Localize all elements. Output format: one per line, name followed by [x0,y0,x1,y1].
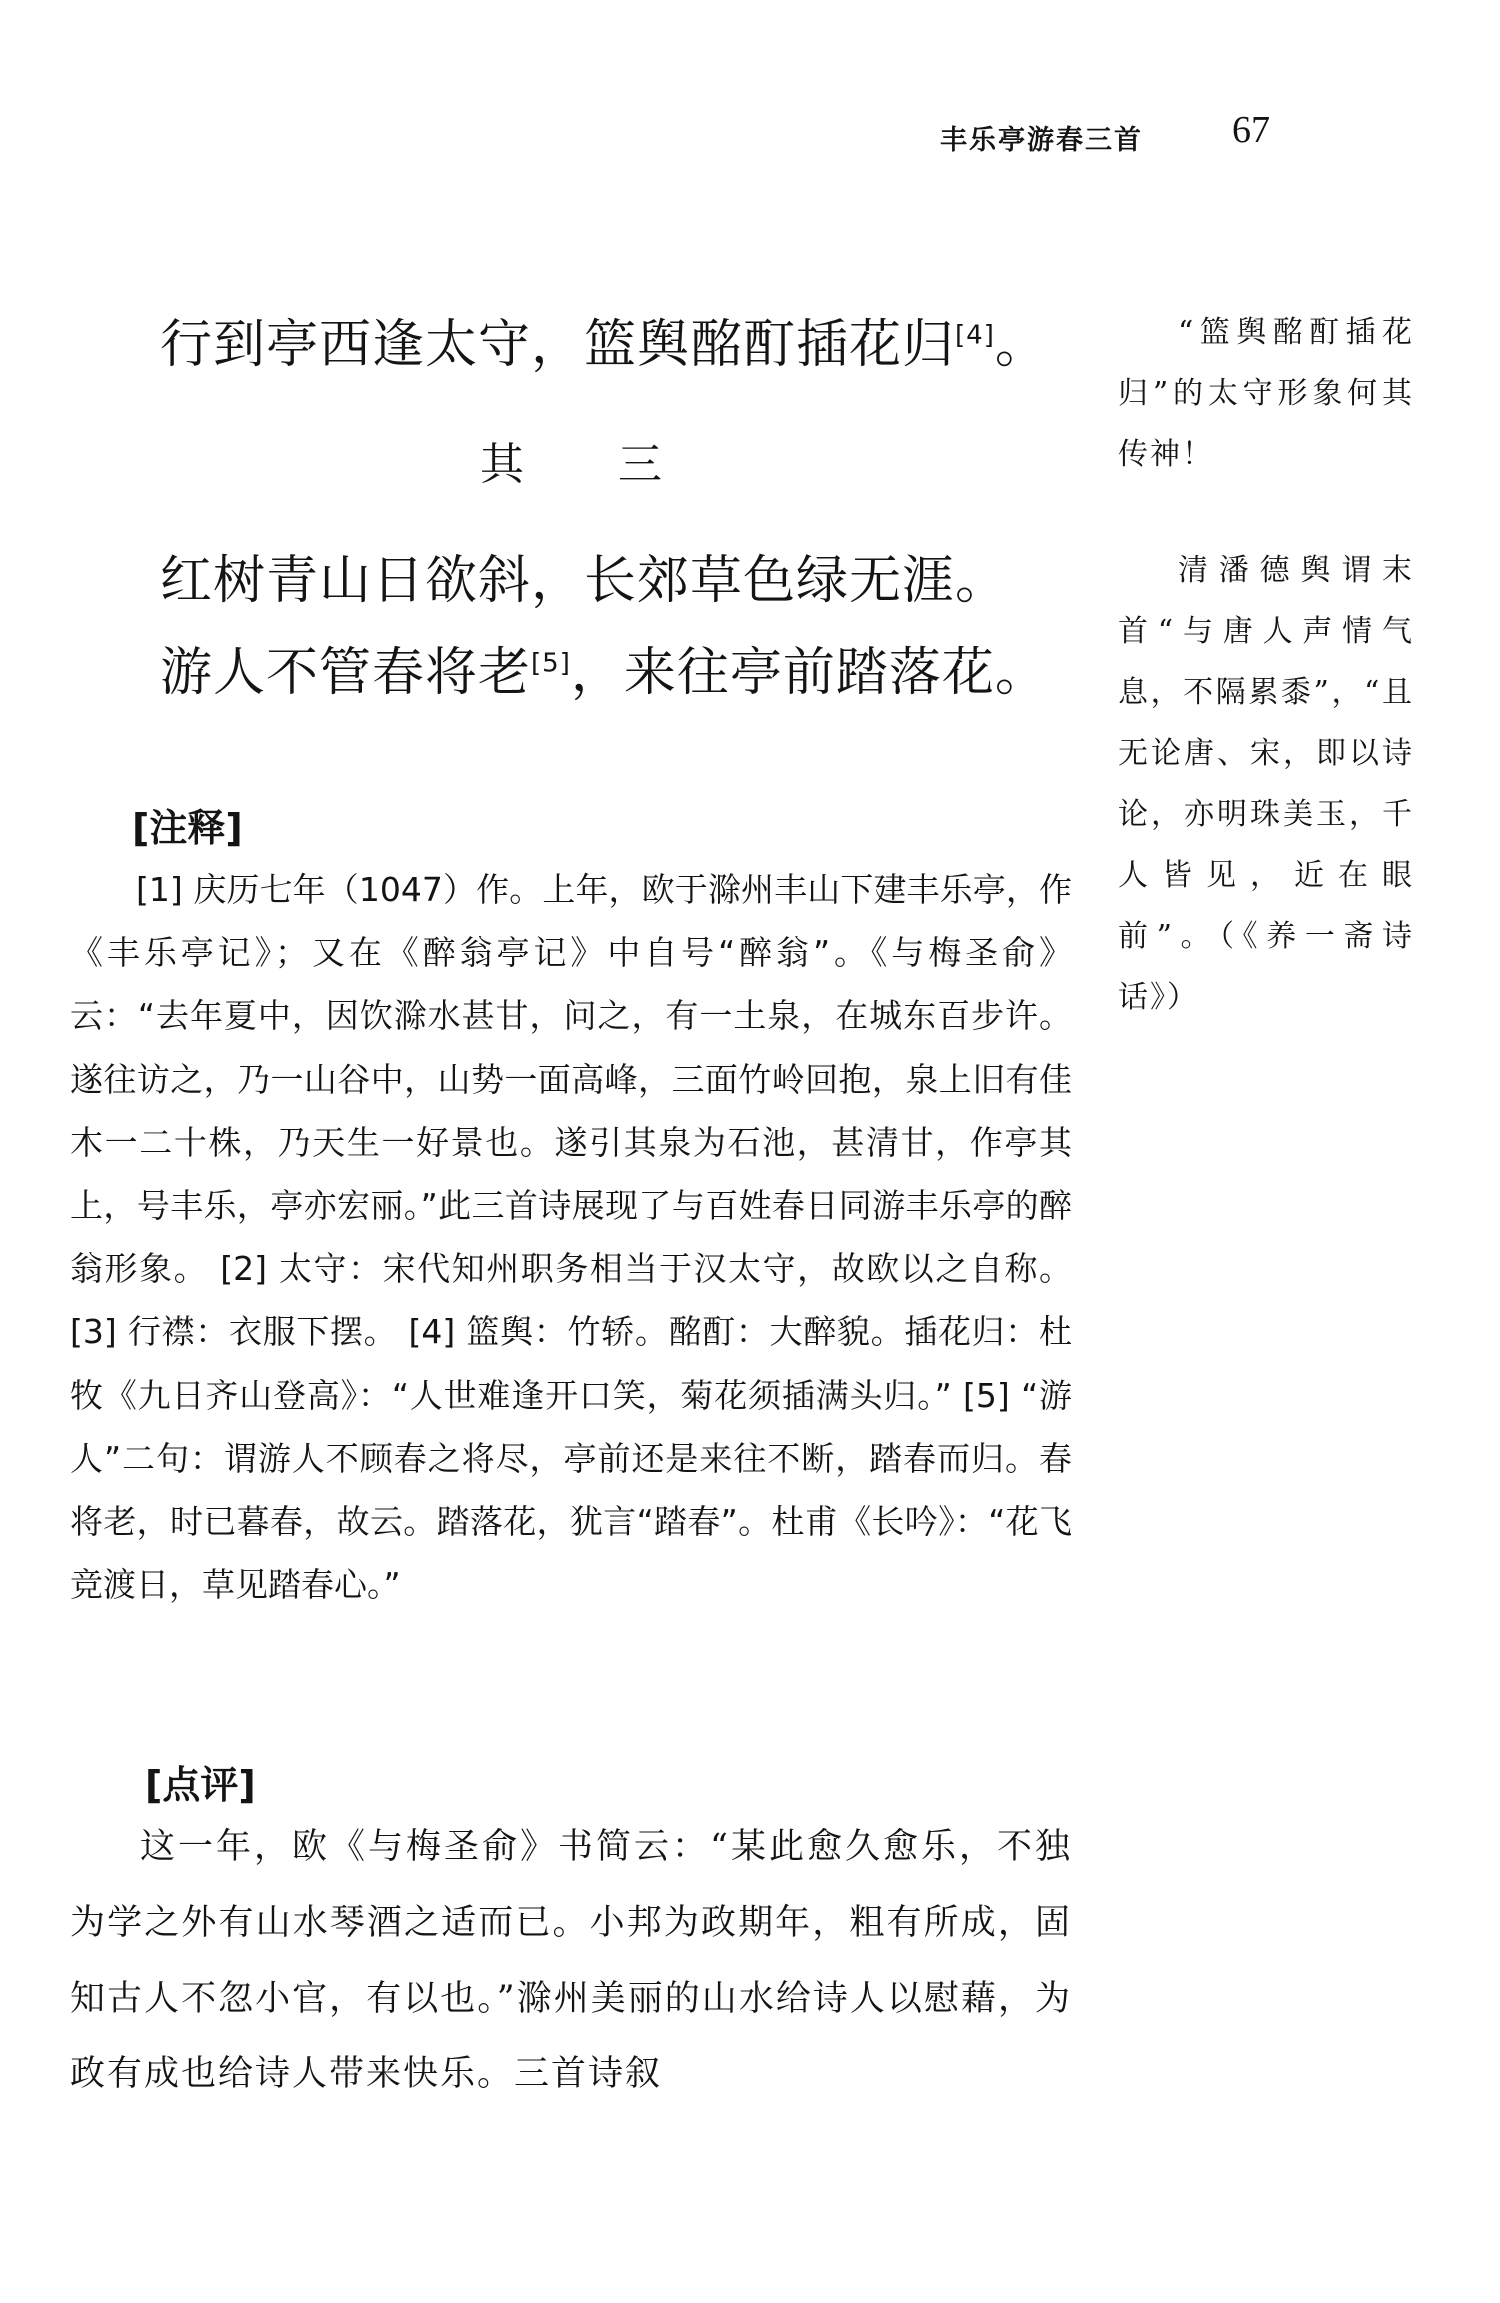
footnote-marker: [5] [531,648,571,679]
poem-line-end: 。 [994,315,1048,375]
commentary-heading: [点评] [145,1763,256,1807]
poem-line-text: 游人不管春将老 [160,643,532,703]
notes-body: [1] 庆历七年（1047）作。上年，欧于滁州丰山下建丰乐亭，作《丰乐亭记》；又在《醉翁亭记》中自号“醉翁”。《与梅圣俞》云：“去年夏中，因饮滁水甚甘，问之，有一土泉，在城东百步许。遂往访之，乃一山谷中，山势一面高峰，三面竹岭回抱，泉上旧有佳木一二十株，乃天生一好景也。遂引其泉为石池，甚清甘，作亭其上，号丰乐，亭亦宏丽。”此三首诗展现了与百姓春日同游丰乐亭的醉翁形象。 [2] 太守：宋代知州职务相当于汉太守，故欧以之自称。 [3] 行襟：衣服下摆。 [4] 篮舆：竹轿。酩酊：大醉貌。插花归：杜牧《九日齐山登高》：“人世难逢开口笑，菊花须插满头归。” [5] “游人”二句：谓游人不顾春之将尽，亭前还是来往不断，踏春而归。春将老，时已暮春，故云。踏落花，犹言“踏春”。杜甫《长吟》：“花飞竞渡日，草见踏春心。” [70,870,1072,1605]
page-number: 67 [1232,109,1270,151]
poem-line-end: ，来往亭前踏落花。 [570,643,1048,703]
poem-line: 红树青山日欲斜，长郊草色绿无涯。 [160,551,1009,611]
running-header-title: 丰乐亭游春三首 [940,125,1143,156]
poem-line [160,630,1048,705]
poem-line [160,302,1048,377]
margin-note: 清潘德舆谓末首“与唐人声情气息，不隔累黍”，“且无论唐、宋，即以诗论，亦明珠美玉，千人皆见，近在眼前”。（《养一斋诗话》） [1118,553,1414,1015]
notes-heading: [注释] [132,806,243,850]
poem-line-text: 行到亭西逢太守，篮舆酩酊插花归 [160,315,956,375]
footnote-marker: [4] [955,320,995,351]
commentary-body: 这一年，欧《与梅圣俞》书简云：“某此愈久愈乐，不独为学之外有山水琴酒之适而已。小邦为政期年，粗有所成，固知古人不忽小官，有以也。”滁州美丽的山水给诗人以慰藉，为政有成也给诗人带来快乐。三首诗叙 [70,1827,1072,2095]
margin-note: “篮舆酩酊插花归”的太守形象何其传神！ [1118,315,1414,472]
section-title: 其 三 [480,439,702,490]
